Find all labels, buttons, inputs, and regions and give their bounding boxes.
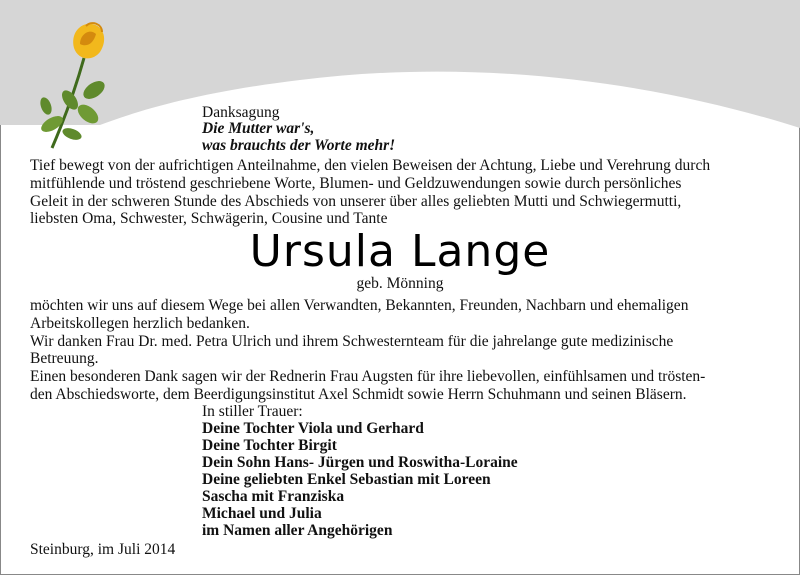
- header-swoosh: [0, 0, 800, 140]
- intro-line: Tief bewegt von der aufrichtigen Anteilnahme, den vielen Beweisen der Achtung, Liebe und Verehrung durch: [30, 157, 711, 174]
- maiden-name: geb. Mönning: [356, 275, 444, 292]
- signer: Dein Sohn Hans- Jürgen und Roswitha-Loraine: [202, 454, 518, 471]
- signers-list: [202, 420, 518, 539]
- body-line: möchten wir uns auf diesem Wege bei allen Verwandten, Bekannten, Freunden, Nachbarn und ehemaligen: [30, 297, 689, 314]
- quote-line-2: was brauchts der Worte mehr!: [202, 137, 396, 154]
- intro-line: liebsten Oma, Schwester, Schwägerin, Cousine und Tante: [30, 210, 388, 227]
- signer: Michael und Julia: [202, 505, 322, 522]
- signer: Sascha mit Franziska: [202, 488, 345, 505]
- signer: Deine Tochter Birgit: [202, 437, 337, 454]
- body-line: Arbeitskollegen herzlich bedanken.: [30, 315, 250, 332]
- body-line: den Abschiedsworte, dem Beerdigungsinstitut Axel Schmidt sowie Herrn Schuhmann und seinen Bläsern.: [30, 386, 687, 403]
- body-line: Wir danken Frau Dr. med. Petra Ulrich und ihrem Schwesternteam für die jahrelange gute medizinische: [30, 333, 674, 350]
- deceased-name: Ursula Lange: [249, 226, 551, 277]
- intro-line: Geleit in der schweren Stunde des Abschieds von unserer über alles geliebten Mutti und Schwiegermutti,: [30, 193, 682, 210]
- place-date: Steinburg, im Juli 2014: [30, 541, 176, 558]
- signer: im Namen aller Angehörigen: [202, 522, 393, 539]
- rose-icon: [22, 18, 117, 153]
- signer: Deine geliebten Enkel Sebastian mit Loreen: [202, 471, 491, 488]
- signer: Deine Tochter Viola und Gerhard: [202, 420, 424, 437]
- intro-line: mitfühlende und tröstend geschriebene Worte, Blumen- und Geldzuwendungen sowie durch persönliches: [30, 175, 682, 192]
- body-line: Einen besonderen Dank sagen wir der Rednerin Frau Augsten für ihre liebevollen, einfühlsamen und trösten-: [30, 368, 706, 385]
- announcement-kind: Danksagung: [202, 104, 280, 121]
- mourning-label: In stiller Trauer:: [202, 403, 303, 420]
- quote-line-1: Die Mutter war's,: [202, 120, 315, 137]
- body-line: Betreuung.: [30, 350, 99, 367]
